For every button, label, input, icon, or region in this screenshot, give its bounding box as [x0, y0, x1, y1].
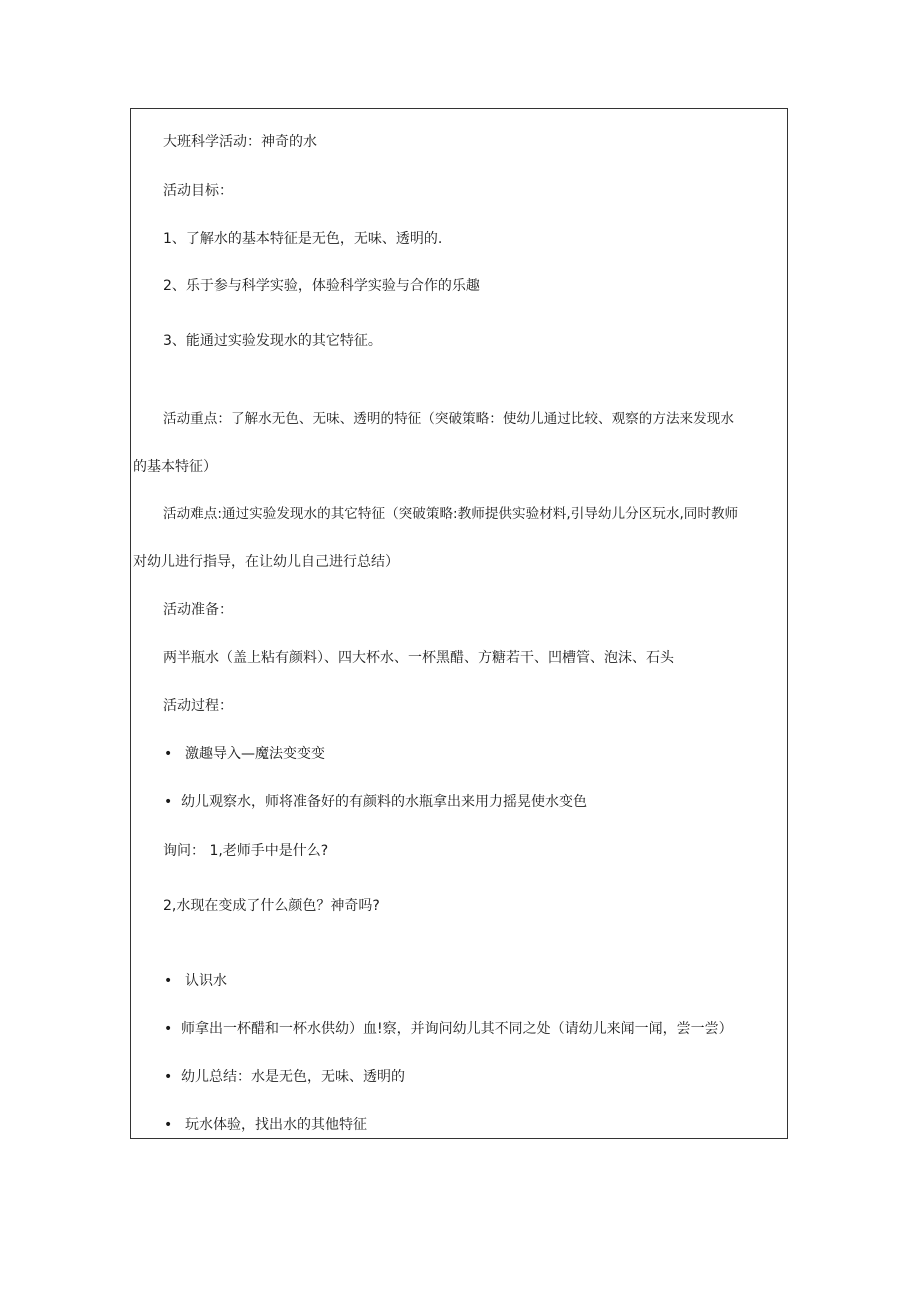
- process-heading: 活动过程：: [163, 698, 233, 714]
- step-play: 玩水体验，找出水的其他特征: [185, 1117, 367, 1133]
- step-intro: 激趣导入—魔法变变变: [185, 746, 325, 762]
- bullet-icon: •: [164, 973, 173, 989]
- prep-heading: 活动准备：: [163, 602, 233, 618]
- document-frame: [130, 108, 788, 1139]
- step-summary: 幼儿总结：水是无色，无味、透明的: [181, 1069, 405, 1085]
- bullet-icon: •: [164, 1069, 173, 1085]
- question-2: 2,水现在变成了什么颜色？神奇吗?: [163, 898, 380, 914]
- difficulty-line-2: 对幼儿进行指导，在让幼儿自己进行总结）: [133, 554, 399, 570]
- bullet-icon: •: [164, 1021, 173, 1037]
- difficulty-line-1: 活动难点:通过实验发现水的其它特征（突破策略:教师提供实验材料,引导幼儿分区玩水,同时教师: [163, 506, 739, 522]
- goals-heading: 活动目标：: [163, 183, 233, 199]
- step-compare: 师拿出一杯醋和一杯水供幼）血!察，并询问幼儿其不同之处（请幼儿来闻一闻，尝一尝）: [181, 1021, 733, 1037]
- question-1: 询问： 1,老师手中是什么?: [163, 843, 329, 859]
- goal-1: 1、了解水的基本特征是无色，无味、透明的.: [163, 231, 443, 247]
- step-observe: 幼儿观察水，师将准备好的有颜料的水瓶拿出来用力摇晃使水变色: [181, 794, 587, 810]
- bullet-icon: •: [164, 746, 173, 762]
- prep-items: 两半瓶水（盖上粘有颜料）、四大杯水、一杯黑醋、方糖若干、凹槽管、泡沫、石头: [163, 650, 674, 666]
- bullet-icon: •: [164, 794, 173, 810]
- doc-title: 大班科学活动：神奇的水: [163, 134, 317, 150]
- goal-2: 2、乐于参与科学实验，体验科学实验与合作的乐趣: [163, 278, 480, 294]
- key-point-line-2: 的基本特征）: [133, 459, 217, 475]
- step-know: 认识水: [185, 973, 227, 989]
- bullet-icon: •: [164, 1117, 173, 1133]
- key-point-line-1: 活动重点：了解水无色、无味、透明的特征（突破策略：使幼儿通过比较、观察的方法来发现水: [163, 411, 734, 427]
- goal-3: 3、能通过实验发现水的其它特征。: [163, 333, 382, 349]
